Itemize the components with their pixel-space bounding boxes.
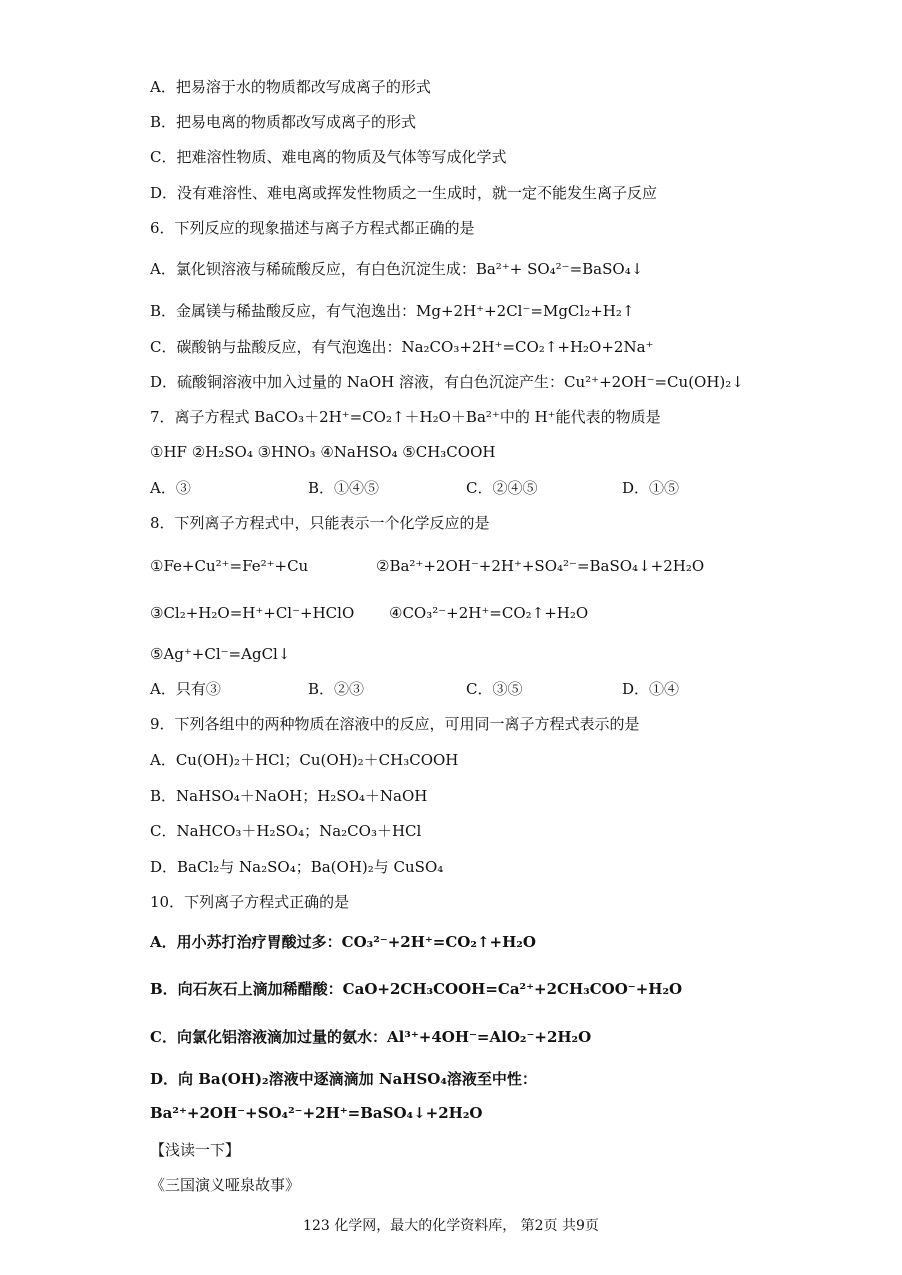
question-9: 9．下列各组中的两种物质在溶液中的反应，可用同一离子方程式表示的是 xyxy=(150,715,640,733)
question-7: 7．离子方程式 BaCO₃＋2H⁺=CO₂↑＋H₂O＋Ba²⁺中的 H⁺能代表的物质是 xyxy=(150,408,661,426)
question-7-substances: ①HF ②H₂SO₄ ③HNO₃ ④NaHSO₄ ⑤CH₃COOH xyxy=(150,443,496,461)
option-9b: B．NaHSO₄＋NaOH；H₂SO₄＋NaOH xyxy=(150,787,428,805)
option-10d: D．向 Ba(OH)₂溶液中逐滴滴加 NaHSO₄溶液至中性： xyxy=(150,1070,537,1088)
option-5d: D．没有难溶性、难电离或挥发性物质之一生成时，就一定不能发生离子反应 xyxy=(150,184,658,202)
option-5c: C．把难溶性物质、难电离的物质及气体等写成化学式 xyxy=(150,148,507,166)
option-9d: D．BaCl₂与 Na₂SO₄；Ba(OH)₂与 CuSO₄ xyxy=(150,858,444,876)
option-8c: C．③⑤ xyxy=(466,680,523,698)
option-6c: C．碳酸钠与盐酸反应，有气泡逸出：Na₂CO₃+2H⁺=CO₂↑+H₂O+2Na⁺ xyxy=(150,338,654,356)
option-10b: B．向石灰石上滴加稀醋酸：CaO+2CH₃COOH=Ca²⁺+2CH₃COO⁻+H₂O xyxy=(150,980,683,998)
option-9a: A．Cu(OH)₂＋HCl；Cu(OH)₂＋CH₃COOH xyxy=(150,751,459,769)
option-5a: A．把易溶于水的物质都改写成离子的形式 xyxy=(150,78,431,96)
equation-8-4: ④CO₃²⁻+2H⁺=CO₂↑+H₂O xyxy=(389,604,589,622)
equation-8-3: ③Cl₂+H₂O=H⁺+Cl⁻+HClO xyxy=(150,604,355,622)
question-10: 10．下列离子方程式正确的是 xyxy=(150,893,350,911)
option-7c: C．②④⑤ xyxy=(466,479,538,497)
question-8: 8．下列离子方程式中，只能表示一个化学反应的是 xyxy=(150,514,490,532)
option-9c: C．NaHCO₃＋H₂SO₄；Na₂CO₃＋HCl xyxy=(150,822,422,840)
option-8a: A．只有③ xyxy=(150,680,221,698)
question-6: 6．下列反应的现象描述与离子方程式都正确的是 xyxy=(150,219,475,237)
section-heading: 【浅读一下】 xyxy=(150,1141,241,1159)
option-6b: B．金属镁与稀盐酸反应，有气泡逸出：Mg+2H⁺+2Cl⁻=MgCl₂+H₂↑ xyxy=(150,302,635,320)
option-7b: B．①④⑤ xyxy=(308,479,380,497)
page-footer: 123 化学网，最大的化学资料库， 第2页 共9页 xyxy=(303,1218,599,1234)
option-5b: B．把易电离的物质都改写成离子的形式 xyxy=(150,113,417,131)
equation-8-2: ②Ba²⁺+2OH⁻+2H⁺+SO₄²⁻=BaSO₄↓+2H₂O xyxy=(376,557,705,575)
equation-8-5: ⑤Ag⁺+Cl⁻=AgCl↓ xyxy=(150,645,291,663)
option-10a: A．用小苏打治疗胃酸过多：CO₃²⁻+2H⁺=CO₂↑+H₂O xyxy=(150,933,536,951)
option-8b: B．②③ xyxy=(308,680,365,698)
option-8d: D．①④ xyxy=(622,680,680,698)
story-title: 《三国演义哑泉故事》 xyxy=(150,1176,301,1194)
equation-10d: Ba²⁺+2OH⁻+SO₄²⁻+2H⁺=BaSO₄↓+2H₂O xyxy=(150,1104,483,1122)
option-7d: D．①⑤ xyxy=(622,479,680,497)
option-6d: D．硫酸铜溶液中加入过量的 NaOH 溶液，有白色沉淀产生：Cu²⁺+2OH⁻=Cu(OH)₂↓ xyxy=(150,373,744,391)
option-10c: C．向氯化铝溶液滴加过量的氨水：Al³⁺+4OH⁻=AlO₂⁻+2H₂O xyxy=(150,1028,592,1046)
option-6a: A．氯化钡溶液与稀硫酸反应，有白色沉淀生成：Ba²⁺+ SO₄²⁻=BaSO₄↓ xyxy=(150,260,644,278)
equation-8-1: ①Fe+Cu²⁺=Fe²⁺+Cu xyxy=(150,557,309,575)
option-7a: A．③ xyxy=(150,479,191,497)
